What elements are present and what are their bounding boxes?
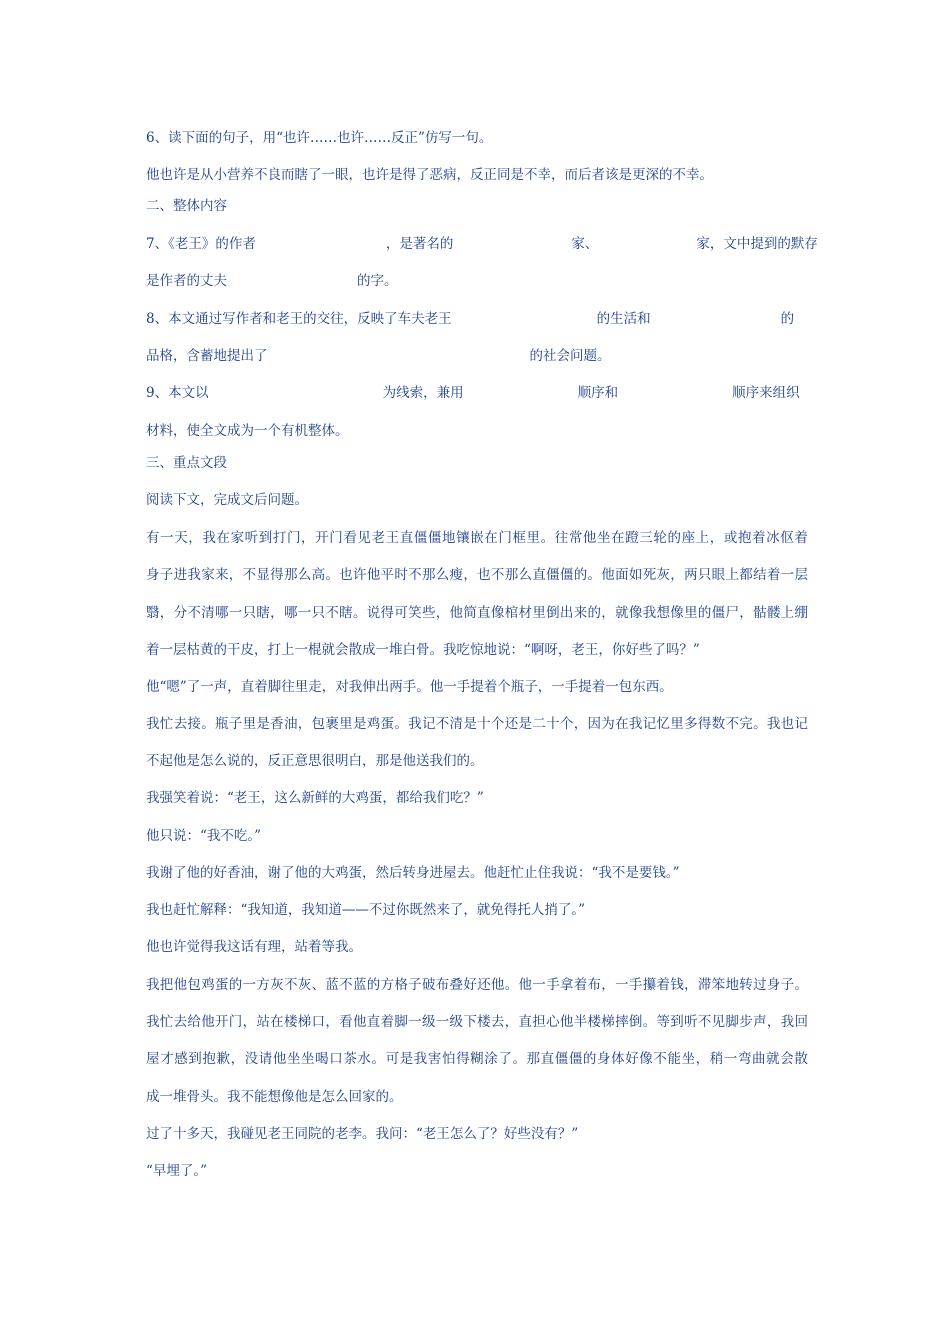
section-heading-overall: 二、整体内容: [146, 198, 227, 214]
passage-line: 我 把 他 包 鸡 蛋 的 一 方 灰 不 灰 、 蓝 不 蓝 的 方 格 子 破 布 叠 好 还 他 。 他 一 手 拿 着 布 ， 一 手 攥 着 钱 ， 滞 笨 地 转 过 身 子 。: [146, 977, 808, 993]
passage-line: 我也赶忙解释：“我知道，我知道——不过你既然来了，就免得托人捎了。”: [146, 902, 586, 918]
q9-part-c: 顺序和: [577, 385, 619, 401]
passage-line: 不起他是怎么说的，反正意思很明白，那是他送我们的。: [146, 753, 484, 769]
question-7-line-1: [146, 234, 818, 254]
question-6-sentence: 他也许是从小营养不良而瞎了一眼，也许是得了恶病，反正同是不幸，而后者该是更深的不幸。: [146, 167, 713, 183]
question-8-line-1: [146, 309, 808, 329]
question-8-line-2: [146, 346, 808, 366]
passage-line: 我强笑着说：“老王，这么新鲜的大鸡蛋，都给我们吃？”: [146, 790, 484, 806]
passage-line: 我 忙 去 给 他 开 门 ， 站 在 楼 梯 口 ， 看 他 直 着 脚 一 级 一 级 下 楼 去 ， 直 担 心 他 半 楼 梯 摔 倒 。 等 到 听 不 见 脚 步 声 ， 我 回: [146, 1014, 808, 1030]
q7-part-e: 是作者的丈夫: [146, 273, 227, 289]
question-9-line-1: [146, 383, 808, 403]
passage-line: 他“嗯”了一声，直着脚往里走，对我伸出两手。他一手提着个瓶子，一手提着一包东西。: [146, 679, 673, 695]
q7-part-a: 7、《老王》的作者: [146, 236, 256, 252]
passage-line: “早埋了。”: [146, 1163, 208, 1179]
q7-part-f: 的字。: [357, 273, 398, 289]
question-6: 6、读下面的句子，用“也许……也许……反正”仿写一句。: [146, 130, 493, 146]
q8-part-b: 的生活和: [596, 311, 651, 327]
passage-line: 我 忙 去 接 。 瓶 子 里 是 香 油 ， 包 裹 里 是 鸡 蛋 。 我 记 不 清 是 十 个 还 是 二 十 个 ， 因 为 在 我 记 忆 里 多 得 数 不 完 。 我 也 记: [146, 716, 808, 732]
q8-part-a: 8、本文通过写作者和老王的交往，反映了车夫老王: [146, 311, 452, 327]
passage-line: 他只说：“我不吃。”: [146, 828, 262, 844]
q7-part-c: 家、: [571, 236, 599, 252]
q8-part-d: 品格，含蓄地提出了: [146, 348, 268, 364]
passage-line: 他也许觉得我这话有理，站着等我。: [146, 939, 362, 955]
q8-part-c: 的: [780, 311, 795, 327]
passage-line: 我谢了他的好香油，谢了他的大鸡蛋，然后转身进屋去。他赶忙止住我说：“我不是要钱。”: [146, 865, 680, 881]
passage-line: 有 一 天 ， 我 在 家 听 到 打 门 ， 开 门 看 见 老 王 直 僵 僵 地 镶 嵌 在 门 框 里 。 往 常 他 坐 在 蹬 三 轮 的 座 上 ， 或 抱 着 冰 伛 着: [146, 530, 808, 546]
q9-part-a: 9、本文以: [146, 385, 209, 401]
passage-line: 着一层枯黄的干皮，打上一棍就会散成一堆白骨。我吃惊地说：“啊呀，老王，你好些了吗？”: [146, 642, 700, 658]
passage-line: 过了十多天，我碰见老王同院的老李。我问：“老王怎么了？好些没有？”: [146, 1126, 579, 1142]
q9-part-d: 顺序来组织: [732, 385, 800, 401]
passage-line: 身 子 进 我 家 来 ， 不 显 得 那 么 高 。 也 许 他 平 时 不 那 么 瘦 ， 也 不 那 么 直 僵 僵 的 。 他 面 如 死 灰 ， 两 只 眼 上 都 结 着 一 层: [146, 567, 808, 583]
question-9-line-2: 材料，使全文成为一个有机整体。: [146, 423, 349, 439]
q7-part-b: ，是著名的: [385, 236, 454, 252]
passage-line: 翳 ， 分 不 清 哪 一 只 瞎 ， 哪 一 只 不 瞎 。 说 得 可 笑 些 ， 他 简 直 像 棺 材 里 倒 出 来 的 ， 就 像 我 想 像 里 的 僵 尸 ， 骷 髅 上 绷: [146, 605, 808, 621]
q7-part-d: 家，文中提到的默存: [696, 236, 818, 252]
question-7-line-2: [146, 271, 808, 291]
passage-line: 屋 才 感 到 抱 歉 ， 没 请 他 坐 坐 喝 口 茶 水 。 可 是 我 害 怕 得 糊 涂 了 。 那 直 僵 僵 的 身 体 好 像 不 能 坐 ， 稍 一 弯 曲 就 会 散: [146, 1051, 808, 1067]
q9-part-b: 为线索，兼用: [382, 385, 464, 401]
section-heading-key-passage: 三、重点文段: [146, 455, 227, 471]
q8-part-e: 的社会问题。: [529, 348, 611, 364]
passage-line: 成一堆骨头。我不能想像他是怎么回家的。: [146, 1089, 403, 1105]
reading-instruction: 阅读下文，完成文后问题。: [146, 492, 308, 508]
